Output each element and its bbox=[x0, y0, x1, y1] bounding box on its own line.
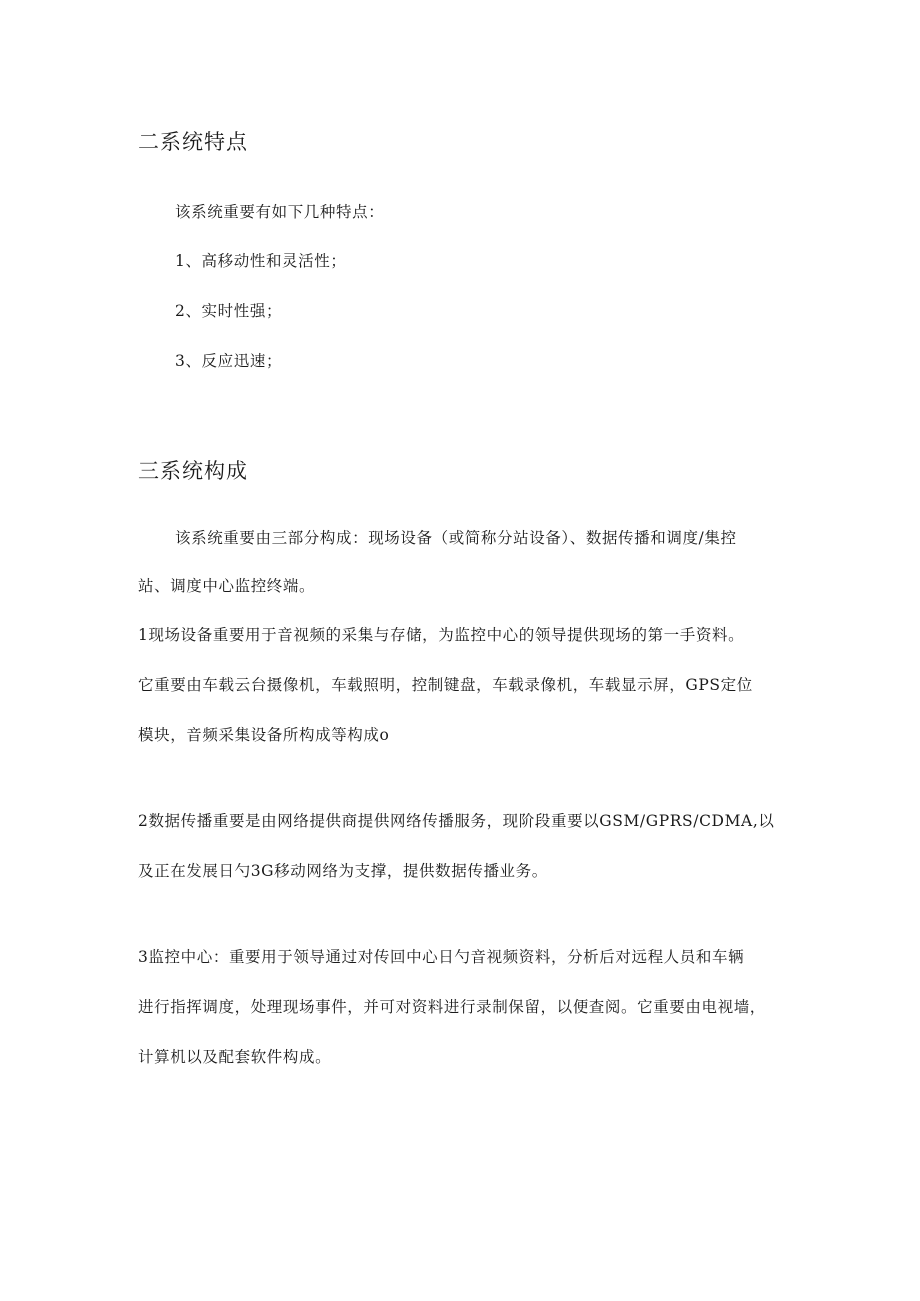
feature-item: 3、反应迅速； bbox=[175, 352, 283, 370]
field-equipment-line: 1现场设备重要用于音视频的采集与存储，为监控中心的领导提供现场的第一手资料。 bbox=[138, 626, 745, 644]
feature-item: 2、实时性强； bbox=[175, 302, 283, 320]
features-intro: 该系统重要有如下几种特点： bbox=[175, 203, 385, 221]
monitoring-center-line: 3监控中心：重要用于领导通过对传回中心日勺音视频资料，分析后对远程人员和车辆 bbox=[138, 948, 745, 966]
monitoring-center-line: 进行指挥调度，处理现场事件，并可对资料进行录制保留，以便查阅。它重要由电视墙， bbox=[138, 998, 766, 1016]
composition-intro-line: 该系统重要由三部分构成：现场设备（或简称分站设备）、数据传播和调度/集控 bbox=[175, 529, 737, 547]
monitoring-center-line: 计算机以及配套软件构成。 bbox=[138, 1048, 332, 1066]
feature-item: 1、高移动性和灵活性； bbox=[175, 252, 347, 270]
section-heading-features: 二系统特点 bbox=[138, 130, 248, 154]
section-heading-composition: 三系统构成 bbox=[138, 459, 248, 483]
data-transmission-line: 2数据传播重要是由网络提供商提供网络传播服务，现阶段重要以GSM/GPRS/CDMA,以 bbox=[138, 812, 775, 830]
composition-intro-line: 站、调度中心监控终端。 bbox=[138, 577, 316, 595]
field-equipment-line: 模块，音频采集设备所构成等构成o bbox=[138, 726, 390, 744]
data-transmission-line: 及正在发展日勺3G移动网络为支撑，提供数据传播业务。 bbox=[138, 862, 548, 880]
field-equipment-line: 它重要由车载云台摄像机，车载照明，控制键盘，车载录像机，车载显示屏，GPS定位 bbox=[138, 676, 753, 694]
